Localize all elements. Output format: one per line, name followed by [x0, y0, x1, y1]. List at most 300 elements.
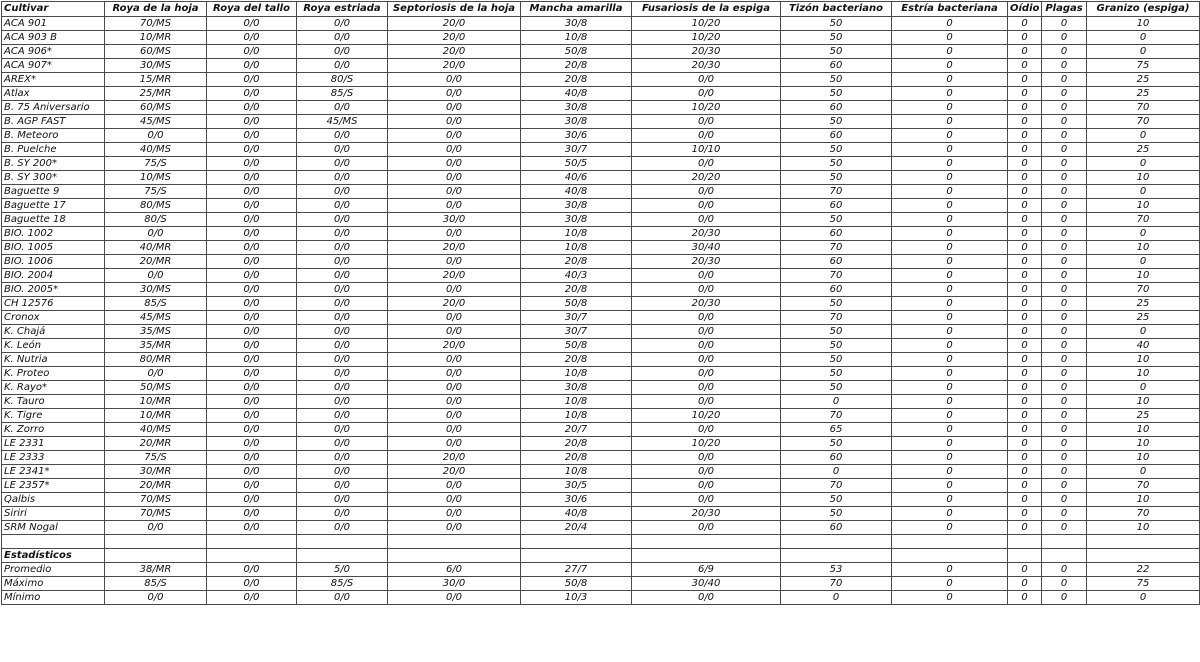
table-cell: 0/0 — [297, 521, 388, 535]
table-cell: 30/MS — [105, 283, 207, 297]
table-cell: 10/20 — [632, 437, 781, 451]
table-cell: 60 — [781, 451, 892, 465]
table-cell: 0/0 — [297, 437, 388, 451]
table-cell: 0/0 — [388, 493, 521, 507]
table-cell: 20/4 — [521, 521, 632, 535]
table-cell: 0 — [1008, 423, 1042, 437]
table-cell: 0/0 — [388, 171, 521, 185]
table-cell: 0 — [892, 493, 1008, 507]
table-cell: 0 — [781, 465, 892, 479]
table-cell: 50 — [781, 115, 892, 129]
table-cell: 0 — [1042, 185, 1087, 199]
row-label: Promedio — [2, 563, 105, 577]
table-cell: 0 — [1008, 591, 1042, 605]
table-cell: 0/0 — [388, 87, 521, 101]
table-cell: 0/0 — [632, 521, 781, 535]
table-cell: 0/0 — [632, 423, 781, 437]
table-cell: 0/0 — [105, 591, 207, 605]
table-cell: 0/0 — [388, 199, 521, 213]
table-cell: 0/0 — [297, 451, 388, 465]
table-cell: 0/0 — [207, 409, 297, 423]
table-cell: 80/S — [297, 73, 388, 87]
table-cell: 0 — [892, 479, 1008, 493]
table-cell: 0/0 — [632, 157, 781, 171]
table-cell: 40/6 — [521, 171, 632, 185]
table-cell: 30/40 — [632, 577, 781, 591]
table-cell: 0 — [1008, 143, 1042, 157]
table-cell: 10 — [1087, 353, 1200, 367]
column-header: Roya del tallo — [207, 2, 297, 17]
table-cell: 0/0 — [388, 325, 521, 339]
table-row — [2, 227, 1200, 241]
table-cell: 0 — [1042, 409, 1087, 423]
row-label: Mínimo — [2, 591, 105, 605]
table-cell: 0/0 — [297, 297, 388, 311]
table-cell: 0/0 — [297, 129, 388, 143]
table-cell: 0 — [892, 269, 1008, 283]
table-cell: 0 — [1087, 255, 1200, 269]
table-cell: 85/S — [105, 297, 207, 311]
table-cell: 0 — [1042, 521, 1087, 535]
table-cell: 70 — [781, 311, 892, 325]
table-cell: 20/8 — [521, 73, 632, 87]
table-cell: 0 — [892, 325, 1008, 339]
table-cell: 0 — [1008, 73, 1042, 87]
table-row — [2, 115, 1200, 129]
table-cell: 20/MR — [105, 437, 207, 451]
table-cell: 0 — [892, 227, 1008, 241]
table-cell: 60 — [781, 255, 892, 269]
table-cell: 0 — [1042, 423, 1087, 437]
table-cell: 0/0 — [632, 451, 781, 465]
table-cell: 70 — [1087, 479, 1200, 493]
table-cell: 0/0 — [632, 395, 781, 409]
table-row — [2, 269, 1200, 283]
table-cell: 0 — [892, 129, 1008, 143]
table-cell: 75/S — [105, 185, 207, 199]
table-cell: 20/0 — [388, 269, 521, 283]
table-cell: 0/0 — [632, 479, 781, 493]
empty-cell — [105, 535, 207, 549]
table-cell: 85/S — [297, 87, 388, 101]
table-cell: 0 — [1042, 339, 1087, 353]
table-cell: 0/0 — [207, 297, 297, 311]
table-cell: 0 — [1042, 213, 1087, 227]
row-label: Máximo — [2, 577, 105, 591]
table-cell: 30/MR — [105, 465, 207, 479]
table-cell: 0 — [1008, 129, 1042, 143]
table-cell: 0/0 — [207, 241, 297, 255]
table-cell: 20/0 — [388, 17, 521, 31]
table-cell: 0/0 — [388, 311, 521, 325]
column-header: Plagas — [1042, 2, 1087, 17]
table-cell: 50/8 — [521, 297, 632, 311]
table-cell: 0/0 — [105, 367, 207, 381]
table-cell: 0/0 — [297, 31, 388, 45]
row-label: K. Proteo — [2, 367, 105, 381]
row-label: Baguette 17 — [2, 199, 105, 213]
table-cell: 70/MS — [105, 493, 207, 507]
column-header: Mancha amarilla — [521, 2, 632, 17]
table-cell: 0 — [1008, 493, 1042, 507]
table-cell: 0 — [1008, 437, 1042, 451]
table-cell: 40/8 — [521, 87, 632, 101]
table-cell: 50 — [781, 437, 892, 451]
table-cell: 0 — [892, 339, 1008, 353]
table-cell: 0/0 — [388, 381, 521, 395]
table-cell: 0 — [892, 423, 1008, 437]
table-cell: 0/0 — [207, 507, 297, 521]
table-row — [2, 395, 1200, 409]
table-cell: 0 — [892, 213, 1008, 227]
table-cell: 0/0 — [632, 73, 781, 87]
table-cell: 0 — [1087, 465, 1200, 479]
table-row — [2, 409, 1200, 423]
table-cell: 0/0 — [207, 563, 297, 577]
table-cell: 50 — [781, 143, 892, 157]
table-cell: 0 — [1008, 311, 1042, 325]
table-cell: 0/0 — [207, 395, 297, 409]
table-cell: 0 — [1087, 185, 1200, 199]
table-cell: 0 — [892, 143, 1008, 157]
spacer-row — [2, 535, 1200, 549]
row-label: LE 2331 — [2, 437, 105, 451]
table-cell: 0 — [1008, 465, 1042, 479]
table-row — [2, 507, 1200, 521]
table-cell: 0 — [1042, 115, 1087, 129]
table-cell: 0 — [1087, 591, 1200, 605]
row-label: K. Rayo* — [2, 381, 105, 395]
row-label: BIO. 1005 — [2, 241, 105, 255]
table-cell: 0/0 — [297, 241, 388, 255]
stats-title: Estadísticos — [2, 549, 105, 563]
row-label: K. Tigre — [2, 409, 105, 423]
table-cell: 0 — [1087, 157, 1200, 171]
table-cell: 0 — [1042, 31, 1087, 45]
table-cell: 50 — [781, 339, 892, 353]
table-cell: 0/0 — [297, 185, 388, 199]
table-cell: 0/0 — [207, 115, 297, 129]
table-cell: 50 — [781, 213, 892, 227]
table-cell: 0 — [1008, 283, 1042, 297]
table-cell: 70 — [1087, 115, 1200, 129]
table-cell: 0 — [892, 59, 1008, 73]
empty-cell — [892, 549, 1008, 563]
table-cell: 10/MR — [105, 31, 207, 45]
table-row — [2, 31, 1200, 45]
table-cell: 70 — [1087, 101, 1200, 115]
table-cell: 0 — [1042, 451, 1087, 465]
row-label: B. Puelche — [2, 143, 105, 157]
table-cell: 25/MR — [105, 87, 207, 101]
row-label: Cronox — [2, 311, 105, 325]
column-header: Tizón bacteriano — [781, 2, 892, 17]
table-cell: 45/MS — [105, 311, 207, 325]
table-cell: 20/8 — [521, 255, 632, 269]
table-cell: 0 — [892, 73, 1008, 87]
table-cell: 80/MR — [105, 353, 207, 367]
table-cell: 20/0 — [388, 45, 521, 59]
table-cell: 0 — [1042, 227, 1087, 241]
table-cell: 50 — [781, 87, 892, 101]
table-cell: 30/40 — [632, 241, 781, 255]
table-cell: 0/0 — [388, 157, 521, 171]
table-cell: 25 — [1087, 143, 1200, 157]
table-row — [2, 451, 1200, 465]
table-cell: 0 — [892, 45, 1008, 59]
table-cell: 10/3 — [521, 591, 632, 605]
table-cell: 0 — [1042, 563, 1087, 577]
table-cell: 0 — [892, 395, 1008, 409]
table-cell: 0 — [1042, 87, 1087, 101]
table-cell: 10/8 — [521, 227, 632, 241]
table-cell: 0 — [1087, 325, 1200, 339]
table-cell: 0/0 — [297, 255, 388, 269]
table-cell: 0 — [1008, 31, 1042, 45]
table-cell: 20/MR — [105, 255, 207, 269]
table-row — [2, 143, 1200, 157]
table-cell: 0/0 — [388, 353, 521, 367]
table-cell: 0 — [1042, 129, 1087, 143]
table-cell: 0/0 — [388, 521, 521, 535]
table-cell: 0/0 — [388, 255, 521, 269]
table-cell: 0 — [1008, 269, 1042, 283]
table-cell: 85/S — [297, 577, 388, 591]
table-cell: 0 — [1008, 185, 1042, 199]
table-cell: 0 — [892, 591, 1008, 605]
table-cell: 0 — [892, 241, 1008, 255]
table-cell: 0 — [892, 17, 1008, 31]
table-cell: 10/8 — [521, 395, 632, 409]
row-label: ACA 903 B — [2, 31, 105, 45]
table-cell: 0 — [1008, 241, 1042, 255]
table-cell: 10/10 — [632, 143, 781, 157]
table-cell: 60 — [781, 227, 892, 241]
table-row — [2, 129, 1200, 143]
table-cell: 70 — [781, 479, 892, 493]
table-cell: 10 — [1087, 521, 1200, 535]
table-cell: 30/6 — [521, 493, 632, 507]
table-cell: 40/8 — [521, 185, 632, 199]
table-cell: 10 — [1087, 367, 1200, 381]
table-cell: 70 — [781, 409, 892, 423]
table-cell: 70/MS — [105, 17, 207, 31]
table-cell: 0/0 — [388, 129, 521, 143]
table-cell: 75 — [1087, 59, 1200, 73]
table-cell: 15/MR — [105, 73, 207, 87]
table-cell: 50 — [781, 157, 892, 171]
table-cell: 10 — [1087, 451, 1200, 465]
table-cell: 0 — [892, 507, 1008, 521]
column-header: Roya de la hoja — [105, 2, 207, 17]
table-cell: 0 — [1008, 563, 1042, 577]
table-cell: 0 — [1042, 577, 1087, 591]
table-cell: 0/0 — [207, 73, 297, 87]
table-cell: 0/0 — [632, 325, 781, 339]
row-label: Siriri — [2, 507, 105, 521]
table-cell: 30/8 — [521, 213, 632, 227]
table-cell: 10/8 — [521, 465, 632, 479]
table-cell: 0/0 — [297, 367, 388, 381]
table-cell: 70 — [781, 577, 892, 591]
table-cell: 0/0 — [632, 283, 781, 297]
table-cell: 0/0 — [388, 73, 521, 87]
column-header: Roya estriada — [297, 2, 388, 17]
table-cell: 0/0 — [105, 227, 207, 241]
table-cell: 0 — [1042, 591, 1087, 605]
table-cell: 10/8 — [521, 241, 632, 255]
table-cell: 0 — [1008, 577, 1042, 591]
stats-title-row — [2, 549, 1200, 563]
table-row — [2, 325, 1200, 339]
table-cell: 0/0 — [632, 129, 781, 143]
table-row — [2, 185, 1200, 199]
table-cell: 10/20 — [632, 409, 781, 423]
table-cell: 0/0 — [207, 437, 297, 451]
table-cell: 0/0 — [632, 199, 781, 213]
row-label: K. Nutria — [2, 353, 105, 367]
table-cell: 20/0 — [388, 339, 521, 353]
table-cell: 20/0 — [388, 451, 521, 465]
table-cell: 0 — [1008, 297, 1042, 311]
table-cell: 10/20 — [632, 17, 781, 31]
table-row — [2, 437, 1200, 451]
table-cell: 0/0 — [207, 465, 297, 479]
table-cell: 30/7 — [521, 143, 632, 157]
table-cell: 0/0 — [297, 59, 388, 73]
table-cell: 10/20 — [632, 31, 781, 45]
table-row — [2, 199, 1200, 213]
table-cell: 0 — [892, 199, 1008, 213]
table-cell: 50/8 — [521, 339, 632, 353]
table-cell: 0/0 — [207, 591, 297, 605]
table-cell: 20/30 — [632, 227, 781, 241]
table-cell: 0 — [1042, 465, 1087, 479]
row-label: ACA 907* — [2, 59, 105, 73]
table-cell: 50 — [781, 45, 892, 59]
table-cell: 0 — [1008, 479, 1042, 493]
table-row — [2, 367, 1200, 381]
table-cell: 0 — [892, 171, 1008, 185]
table-cell: 0 — [1008, 255, 1042, 269]
table-row — [2, 339, 1200, 353]
row-label: K. Chajá — [2, 325, 105, 339]
table-cell: 0/0 — [207, 255, 297, 269]
table-row — [2, 423, 1200, 437]
table-cell: 0/0 — [207, 451, 297, 465]
table-cell: 10 — [1087, 241, 1200, 255]
table-cell: 20/30 — [632, 255, 781, 269]
empty-cell — [2, 535, 105, 549]
table-row — [2, 241, 1200, 255]
table-cell: 0/0 — [632, 185, 781, 199]
stats-row — [2, 563, 1200, 577]
table-cell: 0 — [1008, 325, 1042, 339]
table-cell: 40/MR — [105, 241, 207, 255]
table-cell: 0 — [892, 185, 1008, 199]
table-cell: 75/S — [105, 157, 207, 171]
table-cell: 0 — [1042, 297, 1087, 311]
table-cell: 60 — [781, 199, 892, 213]
table-cell: 60 — [781, 521, 892, 535]
table-cell: 0 — [1042, 199, 1087, 213]
table-cell: 0/0 — [388, 283, 521, 297]
table-cell: 40/MS — [105, 143, 207, 157]
table-cell: 0/0 — [207, 143, 297, 157]
table-cell: 0 — [781, 591, 892, 605]
table-cell: 10/MS — [105, 171, 207, 185]
table-cell: 70 — [781, 241, 892, 255]
table-cell: 0/0 — [388, 423, 521, 437]
table-cell: 40/MS — [105, 423, 207, 437]
table-cell: 0 — [1008, 87, 1042, 101]
table-cell: 0 — [1042, 507, 1087, 521]
table-row — [2, 521, 1200, 535]
table-cell: 20/30 — [632, 507, 781, 521]
table-cell: 0/0 — [207, 129, 297, 143]
empty-cell — [521, 549, 632, 563]
table-cell: 70 — [1087, 283, 1200, 297]
empty-cell — [521, 535, 632, 549]
table-cell: 0 — [1087, 381, 1200, 395]
table-row — [2, 59, 1200, 73]
table-cell: 0/0 — [297, 45, 388, 59]
table-cell: 0 — [1042, 157, 1087, 171]
table-cell: 0/0 — [388, 507, 521, 521]
table-cell: 20/8 — [521, 59, 632, 73]
table-cell: 30/0 — [388, 577, 521, 591]
table-cell: 30/6 — [521, 129, 632, 143]
table-cell: 0/0 — [207, 185, 297, 199]
table-cell: 10 — [1087, 17, 1200, 31]
table-cell: 25 — [1087, 409, 1200, 423]
table-cell: 0 — [1008, 199, 1042, 213]
table-cell: 40/3 — [521, 269, 632, 283]
table-cell: 70/MS — [105, 507, 207, 521]
empty-cell — [388, 535, 521, 549]
table-row — [2, 45, 1200, 59]
table-cell: 0 — [1008, 101, 1042, 115]
table-cell: 0 — [1008, 507, 1042, 521]
table-cell: 0 — [1087, 129, 1200, 143]
table-cell: 0 — [892, 311, 1008, 325]
table-cell: 0 — [1087, 45, 1200, 59]
table-cell: 0/0 — [297, 283, 388, 297]
table-cell: 85/S — [105, 577, 207, 591]
table-row — [2, 493, 1200, 507]
table-cell: 0 — [1042, 143, 1087, 157]
column-header: Oídio — [1008, 2, 1042, 17]
table-cell: 0 — [1042, 311, 1087, 325]
stats-row — [2, 577, 1200, 591]
table-cell: 50 — [781, 171, 892, 185]
row-label: K. Zorro — [2, 423, 105, 437]
row-label: Baguette 18 — [2, 213, 105, 227]
table-cell: 10 — [1087, 493, 1200, 507]
table-cell: 30/8 — [521, 199, 632, 213]
table-cell: 0 — [1008, 115, 1042, 129]
table-cell: 20/30 — [632, 297, 781, 311]
table-cell: 5/0 — [297, 563, 388, 577]
table-cell: 0 — [892, 521, 1008, 535]
row-label: ACA 901 — [2, 17, 105, 31]
table-cell: 0/0 — [207, 59, 297, 73]
table-cell: 45/MS — [105, 115, 207, 129]
table-row — [2, 213, 1200, 227]
row-label: ACA 906* — [2, 45, 105, 59]
row-label: B. Meteoro — [2, 129, 105, 143]
table-cell: 60 — [781, 59, 892, 73]
